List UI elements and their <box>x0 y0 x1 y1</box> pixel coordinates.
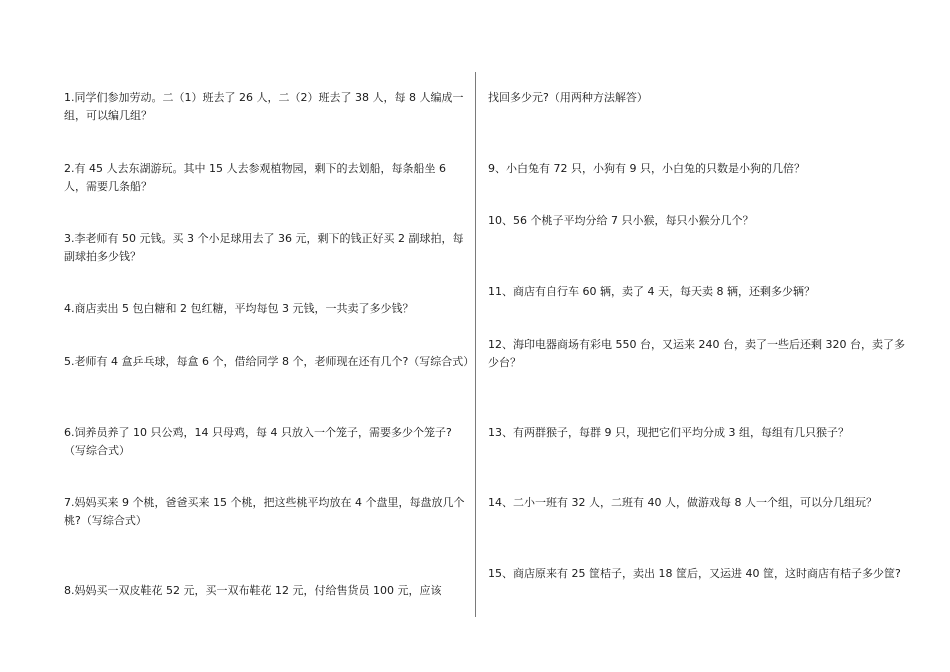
question-8: 8.妈妈买一双皮鞋花 52 元，买一双布鞋花 12 元，付给售货员 100 元，应该 <box>64 584 442 597</box>
question-8-continued: 找回多少元?（用两种方法解答） <box>488 91 648 104</box>
question-5: 5.老师有 4 盒乒乓球，每盒 6 个，借给同学 8 个，老师现在还有几个?（写综合式） <box>64 355 475 368</box>
question-4: 4.商店卖出 5 包白糖和 2 包红糖，平均每包 3 元钱，一共卖了多少钱？ <box>64 302 414 315</box>
question-13: 13、有两群猴子，每群 9 只，现把它们平均分成 3 组，每组有几只猴子？ <box>488 426 849 439</box>
question-15: 15、商店原来有 25 筐桔子，卖出 18 筐后，又运进 40 筐，这时商店有桔子多少筐? <box>488 567 901 580</box>
question-1: 1.同学们参加劳动。二（1）班去了 26 人，二（2）班去了 38 人，每 8 人编成一组，可以编几组？ <box>64 91 464 122</box>
question-2: 2.有 45 人去东湖游玩。其中 15 人去参观植物园，剩下的去划船，每条船坐 6 人，需要几条船？ <box>64 162 446 193</box>
question-14: 14、二小一班有 32 人，二班有 40 人，做游戏每 8 人一个组，可以分几组玩？ <box>488 496 877 509</box>
question-11: 11、商店有自行车 60 辆，卖了 4 天，每天卖 8 辆，还剩多少辆？ <box>488 285 815 298</box>
question-12: 12、海印电器商场有彩电 550 台，又运来 240 台，卖了一些后还剩 320 台，卖了多少台？ <box>488 338 905 369</box>
column-divider <box>475 72 476 617</box>
question-3: 3.李老师有 50 元钱。买 3 个小足球用去了 36 元，剩下的钱正好买 2 副球拍，每副球拍多少钱？ <box>64 232 464 263</box>
question-6: 6.饲养员养了 10 只公鸡，14 只母鸡，每 4 只放入一个笼子，需要多少个笼子?（写综合式） <box>64 426 452 457</box>
question-7: 7.妈妈买来 9 个桃，爸爸买来 15 个桃，把这些桃平均放在 4 个盘里，每盘放几个桃?（写综合式） <box>64 496 465 527</box>
question-10: 10、56 个桃子平均分给 7 只小猴，每只小猴分几个？ <box>488 214 754 227</box>
question-9: 9、小白兔有 72 只，小狗有 9 只，小白兔的只数是小狗的几倍？ <box>488 162 805 175</box>
